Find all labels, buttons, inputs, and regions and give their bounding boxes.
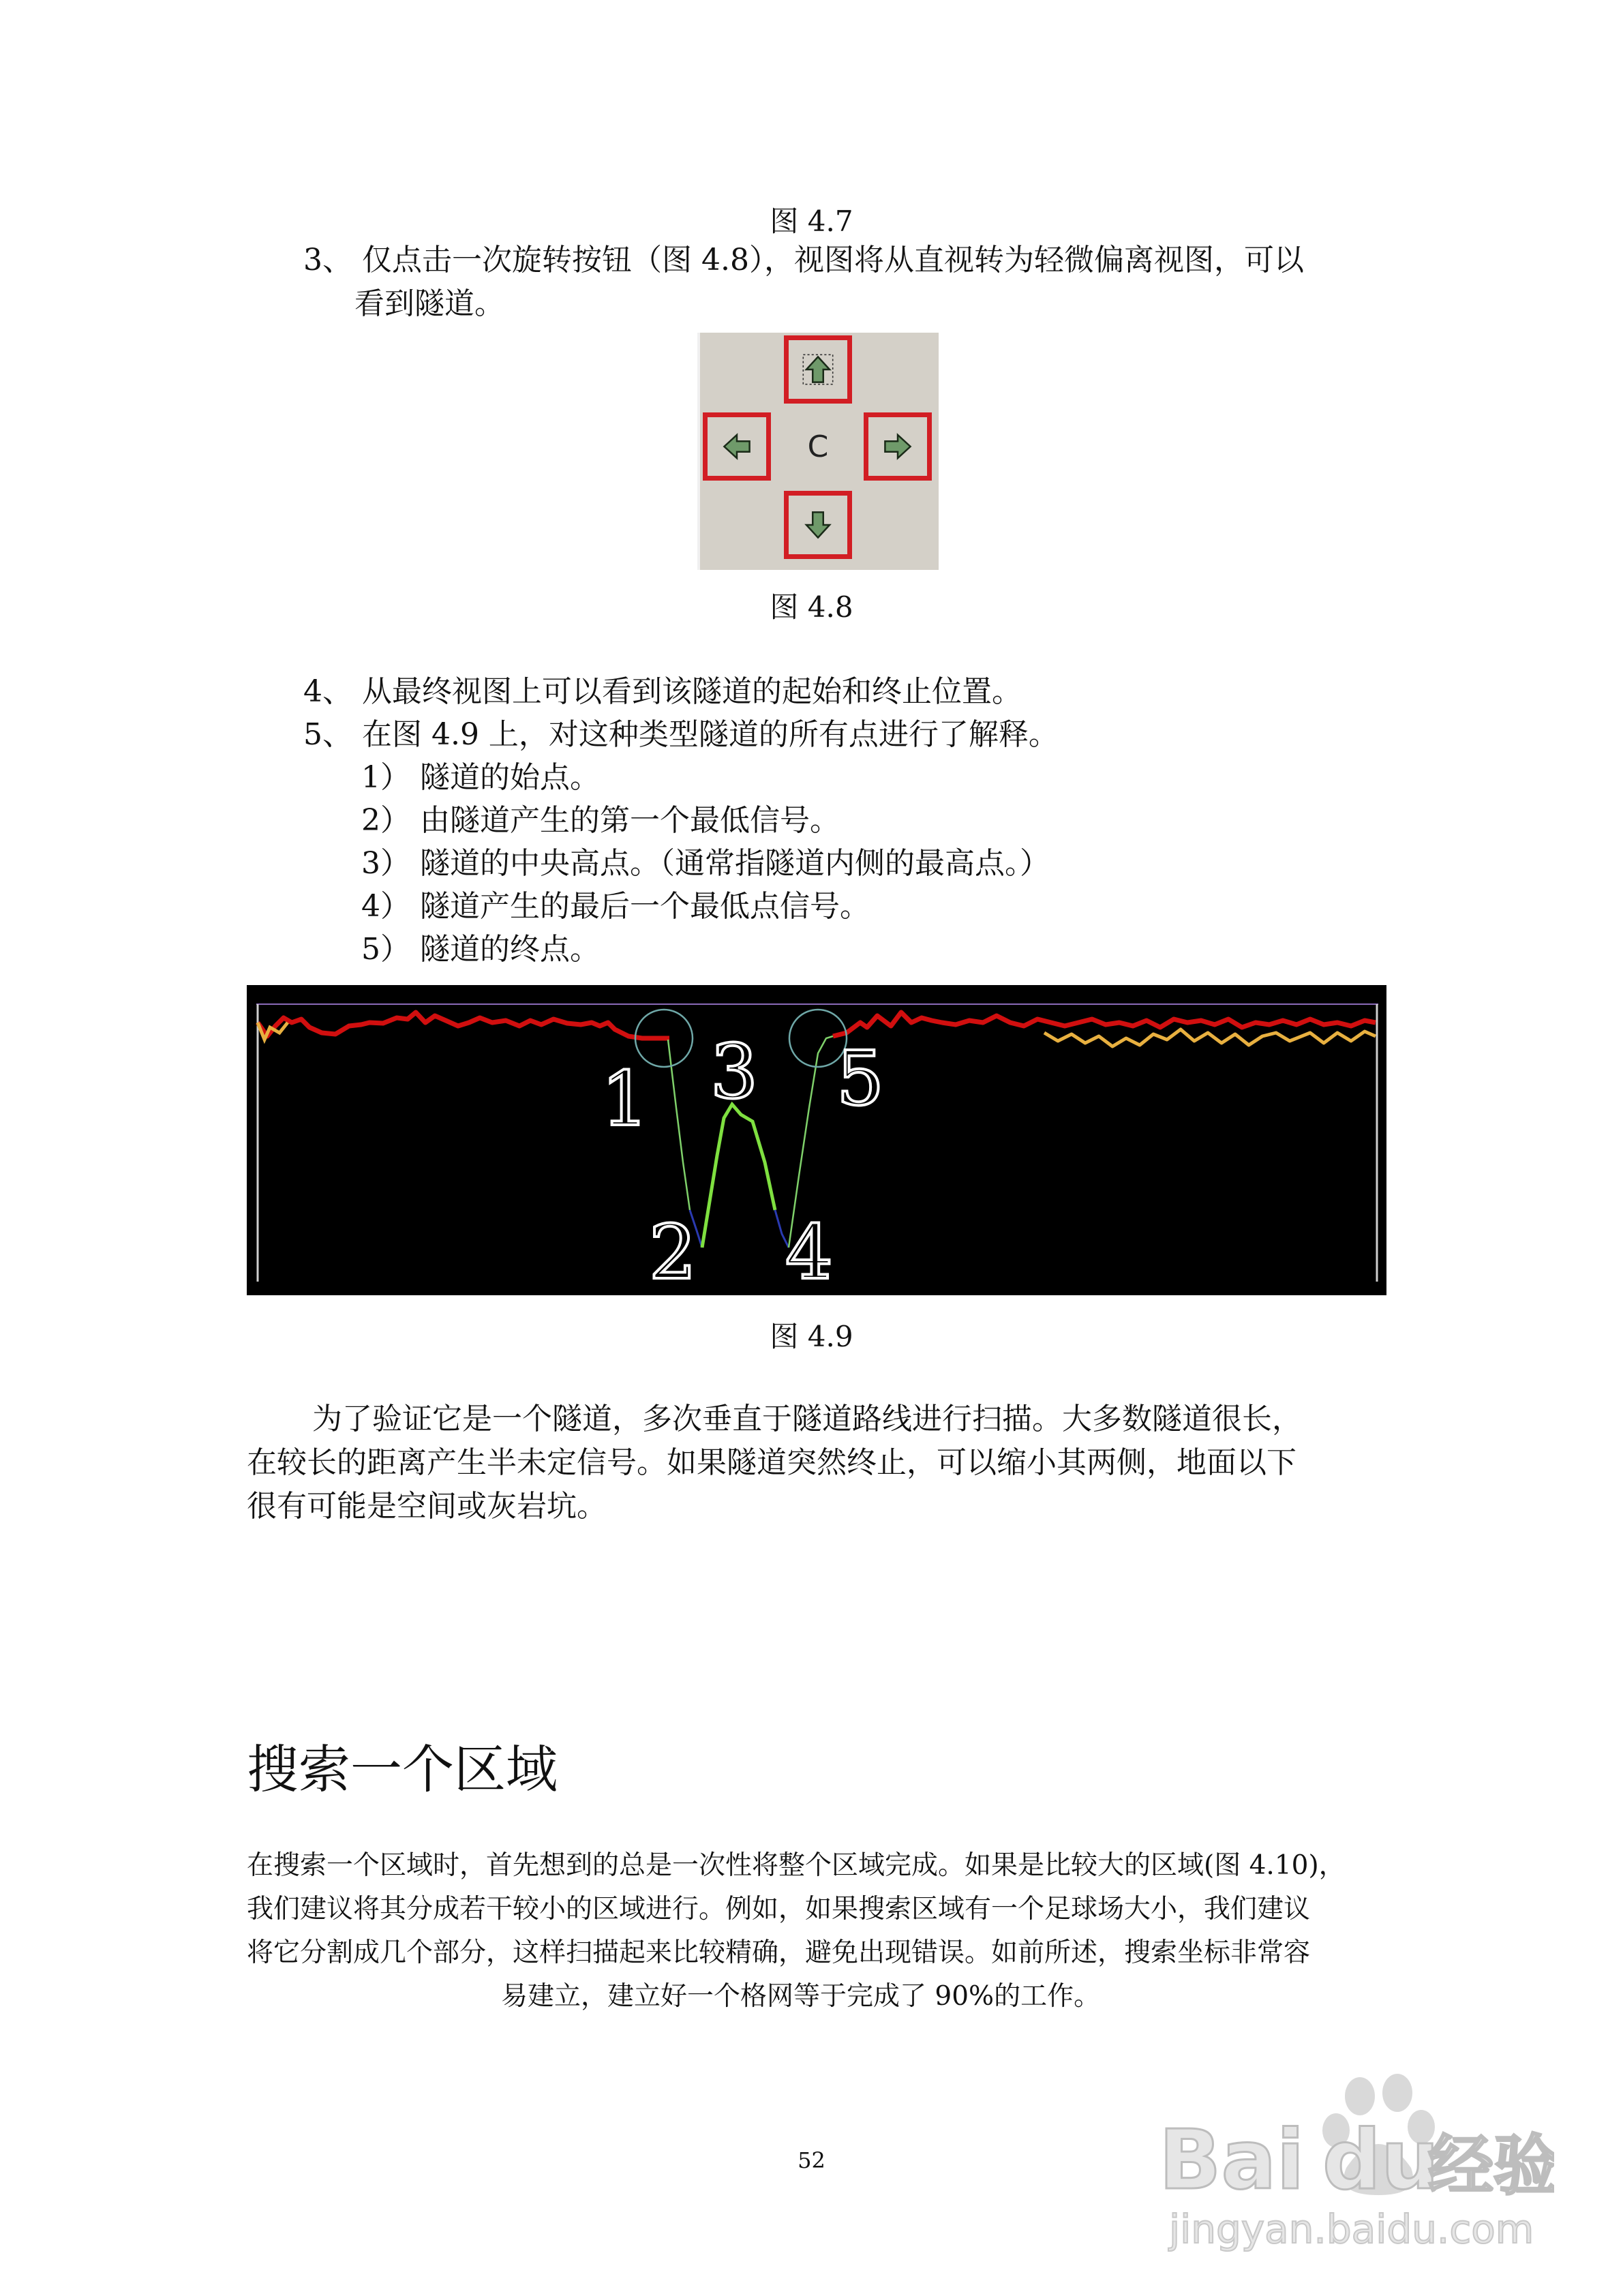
signal-trace-left bbox=[258, 1012, 669, 1038]
rotation-control-pad bbox=[697, 333, 939, 570]
tunnel-scan-svg bbox=[247, 985, 1386, 1295]
figure-4-8-caption: 图 4.8 bbox=[770, 590, 853, 624]
watermark-cn: 经验 bbox=[1428, 2128, 1554, 2204]
page-number: 52 bbox=[798, 2147, 825, 2173]
watermark-bai: Bai bbox=[1159, 2113, 1305, 2208]
arrow-left-icon bbox=[716, 425, 758, 468]
watermark-url: jingyan.baidu.com bbox=[1169, 2206, 1534, 2252]
figure-4-9-caption: 图 4.9 bbox=[770, 1320, 853, 1353]
signal-trace-right bbox=[833, 1012, 1376, 1036]
paragraph-2-line-2: 我们建议将其分成若干较小的区域进行。例如，如果搜索区域有一个足球场大小，我们建议 bbox=[247, 1894, 1311, 1924]
paragraph-1-line-3: 很有可能是空间或灰岩坑。 bbox=[247, 1489, 607, 1524]
paragraph-2-line-3: 将它分割成几个部分，这样扫描起来比较精确，避免出现错误。如前所述，搜索坐标非常容 bbox=[247, 1937, 1311, 1968]
arrow-right-icon bbox=[877, 425, 919, 468]
point-1: 1） 隧道的始点。 bbox=[361, 760, 600, 795]
step-3-line-1: 3、 仅点击一次旋转按钮（图 4.8），视图将从直视转为轻微偏离视图，可以 bbox=[303, 243, 1304, 277]
figure-4-7-caption: 图 4.7 bbox=[770, 205, 853, 238]
point-5: 5） 隧道的终点。 bbox=[361, 932, 600, 967]
step-5: 5、 在图 4.9 上，对这种类型隧道的所有点进行了解释。 bbox=[303, 717, 1059, 752]
tunnel-central-rise bbox=[702, 1104, 775, 1248]
section-title: 搜索一个区域 bbox=[247, 1739, 558, 1800]
paragraph-2-line-1: 在搜索一个区域时，首先想到的总是一次性将整个区域完成。如果是比较大的区域(图 4.10)， bbox=[247, 1850, 1346, 1881]
label-point-4: 4 bbox=[785, 1209, 833, 1295]
rotate-center-button[interactable]: C bbox=[783, 412, 853, 481]
step-4: 4、 从最终视图上可以看到该隧道的起始和终止位置。 bbox=[303, 674, 1022, 709]
step-3-line-2: 看到隧道。 bbox=[354, 286, 504, 321]
point-4: 4） 隧道产生的最后一个最低点信号。 bbox=[361, 889, 870, 924]
baidu-watermark bbox=[1118, 2066, 1554, 2270]
rotate-up-button[interactable] bbox=[784, 335, 852, 404]
rotate-right-button[interactable] bbox=[864, 412, 932, 481]
baidu-paw-logo-icon bbox=[1118, 2066, 1554, 2270]
label-point-1: 1 bbox=[601, 1055, 649, 1143]
point-2: 2） 由隧道产生的第一个最低信号。 bbox=[361, 803, 840, 838]
tunnel-scan-graph bbox=[247, 985, 1386, 1295]
label-point-5: 5 bbox=[836, 1035, 884, 1122]
paragraph-2-line-4: 易建立，建立好一个格网等于完成了 90%的工作。 bbox=[501, 1981, 1101, 2012]
paragraph-1-line-1: 为了验证它是一个隧道，多次垂直于隧道路线进行扫描。大多数隧道很长， bbox=[312, 1402, 1302, 1436]
point-3: 3） 隧道的中央高点。（通常指隧道内侧的最高点。） bbox=[361, 846, 1050, 881]
label-point-2: 2 bbox=[649, 1209, 697, 1295]
rotate-left-button[interactable] bbox=[703, 412, 771, 481]
arrow-down-icon bbox=[797, 504, 839, 546]
arrow-up-icon bbox=[797, 348, 839, 391]
label-point-3: 3 bbox=[710, 1028, 758, 1115]
watermark-du: du bbox=[1322, 2113, 1440, 2208]
paragraph-1-line-2: 在较长的距离产生半未定信号。如果隧道突然终止，可以缩小其两侧，地面以下 bbox=[247, 1445, 1296, 1480]
signal-trace-right-yellow bbox=[1044, 1029, 1376, 1046]
rotate-down-button[interactable] bbox=[784, 491, 852, 559]
